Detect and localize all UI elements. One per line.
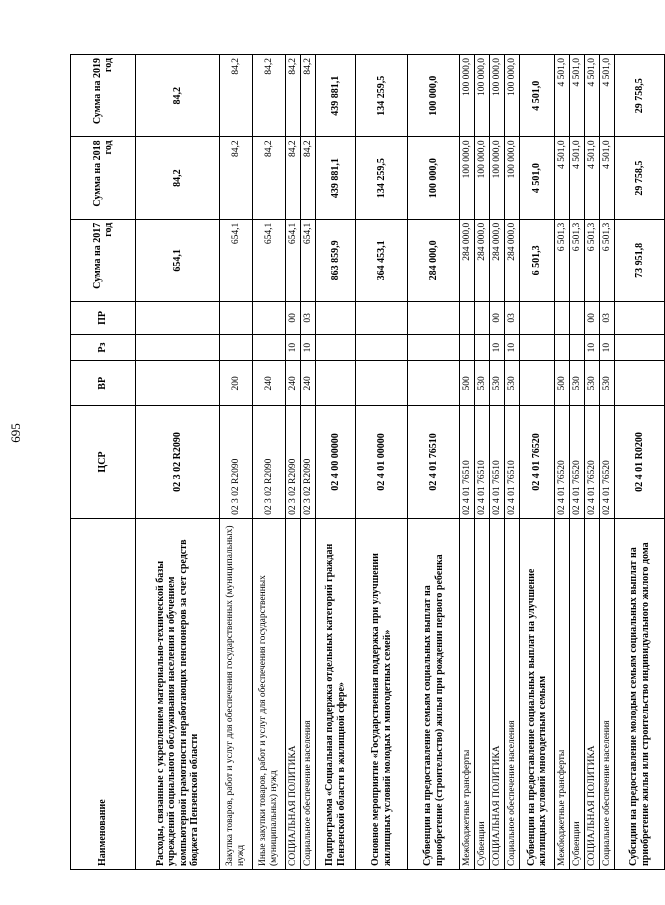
cell-csr: 02 4 01 76510 <box>460 406 475 519</box>
cell-sum-2019: 4 501,0 <box>555 55 570 137</box>
cell-name: Субвенции <box>570 518 585 869</box>
cell-sum-2017: 654,1 <box>286 219 301 301</box>
cell-sum-2017: 654,1 <box>253 219 286 301</box>
cell-rz <box>555 334 570 361</box>
table-header-row <box>71 55 136 870</box>
cell-rz: 10 <box>505 334 520 361</box>
cell-name: Основное мероприятие «Государственная поддержка при улучшении жилищных условий молодых и многодетных семей» <box>356 518 408 869</box>
budget-table-container <box>70 54 651 870</box>
cell-vr: 500 <box>460 361 475 406</box>
cell-name: Межбюджетные трансферты <box>460 518 475 869</box>
cell-csr: 02 3 02 R2090 <box>136 406 220 519</box>
cell-name: СОЦИАЛЬНАЯ ПОЛИТИКА <box>490 518 505 869</box>
cell-sum-2018: 100 000,0 <box>460 137 475 219</box>
budget-table <box>70 54 665 870</box>
cell-sum-2018: 134 259,5 <box>356 137 408 219</box>
cell-rz <box>520 334 555 361</box>
page-number: 695 <box>8 423 23 443</box>
cell-sum-2017: 6 501,3 <box>555 219 570 301</box>
cell-name: Социальное обеспечение населения <box>600 518 615 869</box>
cell-rz: 10 <box>490 334 505 361</box>
cell-sum-2017: 284 000,0 <box>475 219 490 301</box>
cell-vr: 530 <box>505 361 520 406</box>
cell-csr: 02 4 01 76520 <box>585 406 600 519</box>
cell-sum-2018: 4 501,0 <box>600 137 615 219</box>
cell-csr: 02 4 01 76510 <box>408 406 460 519</box>
table-row <box>460 55 475 870</box>
cell-sum-2019: 100 000,0 <box>475 55 490 137</box>
cell-csr: 02 4 01 R0200 <box>615 406 665 519</box>
cell-name: Иные закупки товаров, работ и услуг для обеспечения государственных (муниципальных) нужд <box>253 518 286 869</box>
cell-sum-2017: 654,1 <box>301 219 316 301</box>
cell-pr <box>615 302 665 335</box>
cell-rz <box>615 334 665 361</box>
cell-pr <box>136 302 220 335</box>
cell-csr: 02 4 01 76510 <box>475 406 490 519</box>
cell-sum-2019: 100 000,0 <box>490 55 505 137</box>
header-sum-2019: Сумма на 2019 год <box>71 55 136 137</box>
cell-rz: 10 <box>585 334 600 361</box>
table-row <box>408 55 460 870</box>
cell-rz <box>408 334 460 361</box>
cell-name: Субвенции на предоставление социальных выплат на улучшение жилищных условий многодетным семьям <box>520 518 555 869</box>
cell-rz <box>475 334 490 361</box>
cell-pr <box>520 302 555 335</box>
cell-vr: 530 <box>585 361 600 406</box>
cell-sum-2019: 84,2 <box>301 55 316 137</box>
cell-vr <box>356 361 408 406</box>
cell-sum-2017: 6 501,3 <box>585 219 600 301</box>
cell-sum-2018: 84,2 <box>301 137 316 219</box>
cell-rz: 10 <box>286 334 301 361</box>
header-csr: ЦСР <box>71 406 136 519</box>
cell-pr: 00 <box>286 302 301 335</box>
cell-name: Субвенции <box>475 518 490 869</box>
cell-sum-2019: 134 259,5 <box>356 55 408 137</box>
cell-vr: 200 <box>220 361 253 406</box>
cell-sum-2017: 6 501,3 <box>520 219 555 301</box>
cell-csr: 02 4 01 76510 <box>490 406 505 519</box>
cell-pr <box>570 302 585 335</box>
cell-pr <box>408 302 460 335</box>
cell-name: Межбюджетные трансферты <box>555 518 570 869</box>
cell-sum-2018: 29 758,5 <box>615 137 665 219</box>
cell-sum-2017: 863 859,9 <box>316 219 356 301</box>
cell-sum-2019: 100 000,0 <box>408 55 460 137</box>
cell-vr: 530 <box>570 361 585 406</box>
cell-sum-2019: 439 881,1 <box>316 55 356 137</box>
cell-rz: 10 <box>301 334 316 361</box>
cell-sum-2018: 84,2 <box>220 137 253 219</box>
cell-sum-2019: 29 758,5 <box>615 55 665 137</box>
cell-name: Социальное обеспечение населения <box>301 518 316 869</box>
table-row <box>505 55 520 870</box>
cell-sum-2019: 84,2 <box>253 55 286 137</box>
cell-vr: 240 <box>253 361 286 406</box>
cell-csr: 02 3 02 R2090 <box>286 406 301 519</box>
cell-vr: 530 <box>490 361 505 406</box>
cell-sum-2019: 84,2 <box>220 55 253 137</box>
cell-sum-2018: 100 000,0 <box>475 137 490 219</box>
table-row <box>286 55 301 870</box>
cell-rz <box>316 334 356 361</box>
cell-name: СОЦИАЛЬНАЯ ПОЛИТИКА <box>585 518 600 869</box>
cell-sum-2019: 84,2 <box>286 55 301 137</box>
cell-pr: 00 <box>490 302 505 335</box>
header-name: Наименование <box>71 518 136 869</box>
cell-vr: 530 <box>475 361 490 406</box>
header-pr: ПР <box>71 302 136 335</box>
cell-sum-2019: 4 501,0 <box>520 55 555 137</box>
cell-name: Субвенции на предоставление семьям социальных выплат на приобретение (строительство) жилья при рождении первого ребенка <box>408 518 460 869</box>
cell-rz <box>356 334 408 361</box>
cell-sum-2018: 100 000,0 <box>505 137 520 219</box>
cell-sum-2017: 284 000,0 <box>460 219 475 301</box>
cell-sum-2018: 4 501,0 <box>520 137 555 219</box>
table-row <box>490 55 505 870</box>
header-vr: ВР <box>71 361 136 406</box>
cell-sum-2017: 284 000,0 <box>490 219 505 301</box>
table-row <box>301 55 316 870</box>
cell-pr: 03 <box>505 302 520 335</box>
cell-sum-2017: 73 951,8 <box>615 219 665 301</box>
cell-sum-2018: 439 881,1 <box>316 137 356 219</box>
cell-sum-2018: 84,2 <box>286 137 301 219</box>
cell-csr: 02 4 01 76520 <box>600 406 615 519</box>
cell-csr: 02 3 02 R2090 <box>253 406 286 519</box>
cell-sum-2019: 100 000,0 <box>460 55 475 137</box>
cell-vr: 240 <box>286 361 301 406</box>
cell-sum-2017: 284 000,0 <box>408 219 460 301</box>
cell-vr <box>520 361 555 406</box>
table-row <box>615 55 665 870</box>
table-row <box>316 55 356 870</box>
cell-sum-2018: 84,2 <box>136 137 220 219</box>
cell-name: СОЦИАЛЬНАЯ ПОЛИТИКА <box>286 518 301 869</box>
cell-sum-2018: 4 501,0 <box>585 137 600 219</box>
cell-vr <box>316 361 356 406</box>
table-row <box>220 55 253 870</box>
cell-csr: 02 4 01 00000 <box>356 406 408 519</box>
cell-sum-2018: 84,2 <box>253 137 286 219</box>
header-sum-2017: Сумма на 2017 год <box>71 219 136 301</box>
cell-pr <box>460 302 475 335</box>
cell-csr: 02 4 01 76520 <box>520 406 555 519</box>
cell-sum-2018: 4 501,0 <box>570 137 585 219</box>
cell-name: Подпрограмма «Социальная поддержка отдельных категорий граждан Пензенской области в жилищной сфере» <box>316 518 356 869</box>
cell-sum-2017: 6 501,3 <box>570 219 585 301</box>
cell-csr: 02 3 02 R2090 <box>301 406 316 519</box>
cell-sum-2018: 100 000,0 <box>408 137 460 219</box>
cell-name: Закупка товаров, работ и услуг для обеспечения государственных (муниципальных) нужд <box>220 518 253 869</box>
cell-name: Расходы, связанные с укреплением материально-технической базы учреждений социального обслуживания населения и обучением компьютерной грамотности неработающих пенсионеров за счет средств бюджета Пензенской области <box>136 518 220 869</box>
cell-sum-2018: 100 000,0 <box>490 137 505 219</box>
table-row <box>356 55 408 870</box>
cell-rz <box>460 334 475 361</box>
cell-vr: 530 <box>600 361 615 406</box>
cell-csr: 02 3 02 R2090 <box>220 406 253 519</box>
cell-rz <box>220 334 253 361</box>
cell-pr <box>475 302 490 335</box>
cell-pr <box>220 302 253 335</box>
header-sum-2018: Сумма на 2018 год <box>71 137 136 219</box>
cell-rz <box>253 334 286 361</box>
table-row <box>570 55 585 870</box>
cell-pr: 03 <box>301 302 316 335</box>
table-row <box>600 55 615 870</box>
cell-rz <box>570 334 585 361</box>
cell-rz <box>136 334 220 361</box>
cell-vr <box>615 361 665 406</box>
cell-rz: 10 <box>600 334 615 361</box>
cell-csr: 02 4 00 00000 <box>316 406 356 519</box>
header-rz: Рз <box>71 334 136 361</box>
cell-sum-2019: 4 501,0 <box>570 55 585 137</box>
cell-pr <box>253 302 286 335</box>
cell-name: Субсидии на предоставление молодым семьям социальных выплат на приобретение жилья или строительство индивидуального жилого дома <box>615 518 665 869</box>
table-row <box>475 55 490 870</box>
table-row <box>253 55 286 870</box>
table-row <box>136 55 220 870</box>
cell-pr <box>356 302 408 335</box>
cell-sum-2017: 284 000,0 <box>505 219 520 301</box>
cell-csr: 02 4 01 76510 <box>505 406 520 519</box>
cell-vr <box>408 361 460 406</box>
table-row <box>555 55 570 870</box>
cell-name: Социальное обеспечение населения <box>505 518 520 869</box>
cell-sum-2017: 6 501,3 <box>600 219 615 301</box>
cell-vr <box>136 361 220 406</box>
cell-sum-2019: 100 000,0 <box>505 55 520 137</box>
cell-pr <box>555 302 570 335</box>
cell-sum-2019: 84,2 <box>136 55 220 137</box>
table-row <box>585 55 600 870</box>
cell-sum-2017: 654,1 <box>136 219 220 301</box>
cell-sum-2018: 4 501,0 <box>555 137 570 219</box>
cell-sum-2017: 364 453,1 <box>356 219 408 301</box>
table-row <box>520 55 555 870</box>
cell-sum-2019: 4 501,0 <box>600 55 615 137</box>
cell-sum-2019: 4 501,0 <box>585 55 600 137</box>
cell-csr: 02 4 01 76520 <box>555 406 570 519</box>
cell-vr: 500 <box>555 361 570 406</box>
cell-vr: 240 <box>301 361 316 406</box>
cell-pr: 00 <box>585 302 600 335</box>
cell-pr <box>316 302 356 335</box>
cell-csr: 02 4 01 76520 <box>570 406 585 519</box>
cell-sum-2017: 654,1 <box>220 219 253 301</box>
cell-pr: 03 <box>600 302 615 335</box>
